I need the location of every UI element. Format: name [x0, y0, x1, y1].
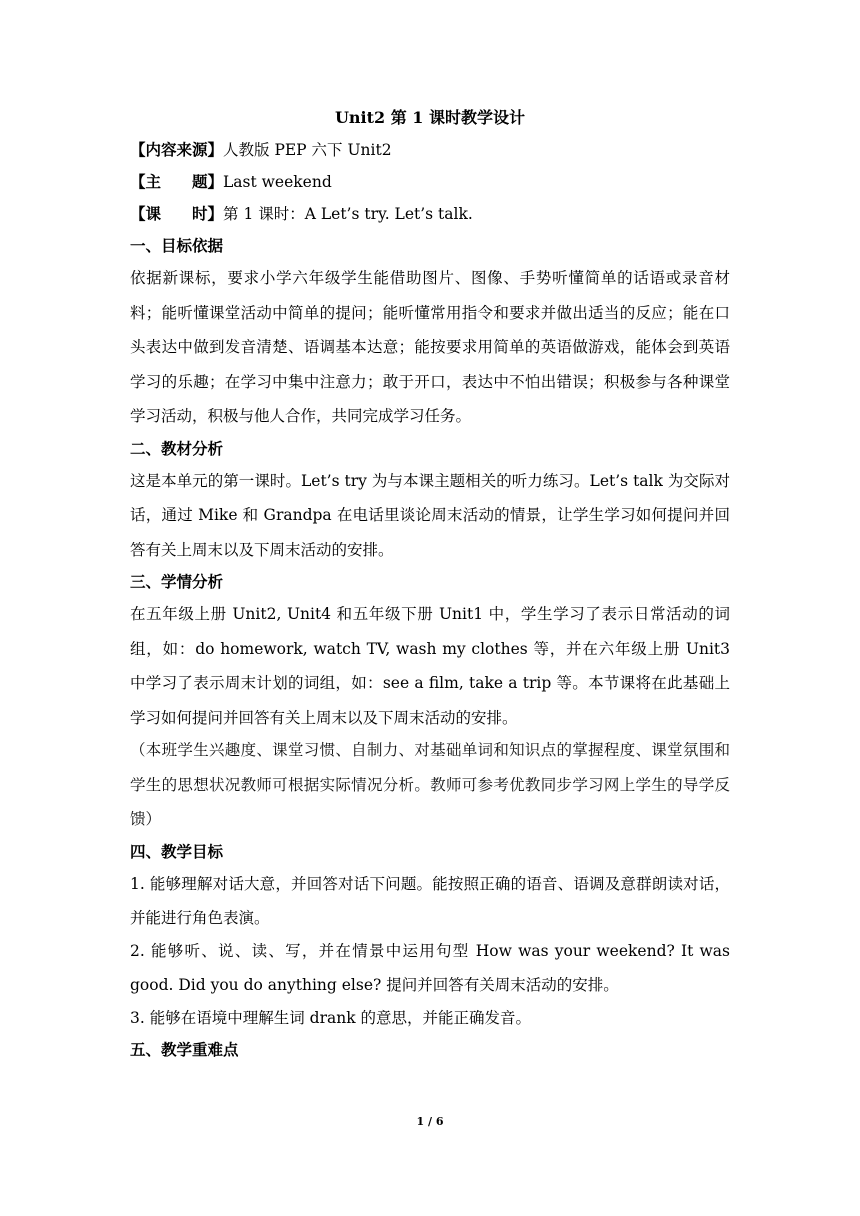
meta-period-value: 第 1 课时：A Let’s try. Let’s talk.	[223, 205, 473, 223]
section-heading-material: 二、教材分析	[130, 438, 224, 458]
meta-period	[130, 204, 730, 224]
meta-topic-value: Last weekend	[223, 173, 332, 191]
paragraph-material: 这是本单元的第一课时。Let’s try 为与本课主题相关的听力练习。Let’s talk 为交际对话，通过 Mike 和 Grandpa 在电话里谈论周末活动的情景，让学生学习如何提问并回答有关上周末以及下周末活动的安排。	[130, 471, 730, 559]
objective-item-3: 3. 能够在语境中理解生词 drank 的意思，并能正确发音。	[130, 1008, 532, 1027]
paragraph-students: 在五年级上册 Unit2, Unit4 和五年级下册 Unit1 中，学生学习了表示日常活动的词组，如：do homework, watch TV, wash my clothes 等，并在六年级上册 Unit3 中学习了表示周末计划的词组，如：see a film, take a trip 等。本节课将在此基础上学习如何提问并回答有关上周末以及下周末活动的安排。	[130, 605, 730, 727]
section-heading-objectives: 四、教学目标	[130, 841, 224, 861]
section-heading-basis: 一、目标依据	[130, 236, 224, 255]
objective-item-1: 1. 能够理解对话大意，并回答对话下问题。能按照正确的语音、语调及意群朗读对话，并能进行角色表演。	[130, 874, 730, 927]
meta-topic-label: 【主 题】	[130, 172, 224, 191]
document-title: Unit2 第 1 课时教学设计	[334, 108, 526, 127]
meta-source	[130, 140, 730, 160]
meta-source-value: 人教版 PEP 六下 Unit2	[223, 141, 392, 159]
meta-source-label: 【内容来源】	[130, 140, 224, 159]
meta-period-label: 【课 时】	[130, 204, 224, 223]
paragraph-basis: 依据新课标，要求小学六年级学生能借助图片、图像、手势听懂简单的话语或录音材料；能听懂课堂活动中简单的提问；能听懂常用指令和要求并做出适当的反应；能在口头表达中做到发音清楚、语调基本达意；能按要求用简单的英语做游戏，能体会到英语学习的乐趣；在学习中集中注意力；敢于开口，表达中不怕出错误；积极参与各种课堂学习活动，积极与他人合作，共同完成学习任务。	[130, 269, 730, 425]
paragraph-students-note: （本班学生兴趣度、课堂习惯、自制力、对基础单词和知识点的掌握程度、课堂氛围和学生的思想状况教师可根据实际情况分析。教师可参考优教同步学习网上学生的导学反馈）	[130, 741, 730, 828]
document-body	[130, 108, 730, 1072]
meta-topic	[130, 172, 730, 192]
section-heading-key-points: 五、教学重难点	[130, 1040, 239, 1059]
page-number: 1 / 6	[416, 1115, 444, 1128]
objective-item-2: 2. 能够听、说、读、写，并在情景中运用句型 How was your weekend? It was good. Did you do anything else? 提问并回答有关周末活动的安排。	[130, 941, 730, 994]
section-heading-students: 三、学情分析	[130, 572, 224, 591]
